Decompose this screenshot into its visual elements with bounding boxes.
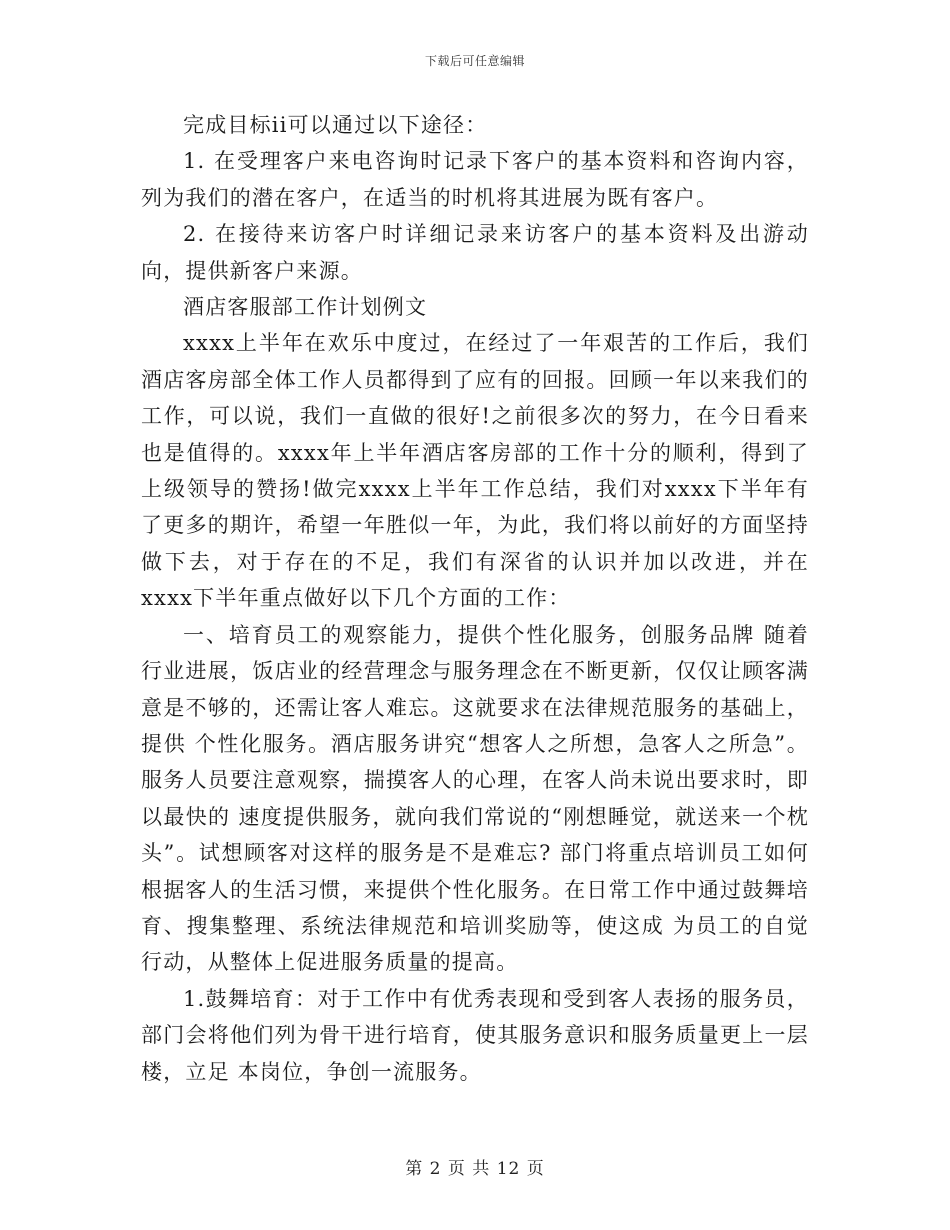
section-title: 酒店客服部工作计划例文 (183, 295, 428, 320)
paragraph-item-2: 2. 在接待来访客户时详细记录来访客户的基本资料及出游动向，提供新客户来源。 (141, 222, 809, 283)
paragraph-item-1: 1. 在受理客户来电咨询时记录下客户的基本资料和咨询内容，列为我们的潜在客户，在适当的时机将其进展为既有客户。 (141, 149, 809, 210)
paragraph-section-one: 一、培育员工的观察能力，提供个性化服务，创服务品牌 随着行业进展，饭店业的经营理念与服务理念在不断更新，仅仅让顾客满意是不够的，还需让客人难忘。这就要求在法律规范服务的基础上，提供 个性化服务。酒店服务讲究“想客人之所想，急客人之所急”。服务人员要注意观察，揣摸客人的心理，在客人尚未说出要求时，即以最快的 速度提供服务，就向我们常说的“刚想睡觉，就送来一个枕头”。试想顾客对这样的服务是不是难忘? 部门将重点培训员工如何根据客人的生活习惯，来提供个性化服务。在日常工作中通过鼓舞培育、搜集整理、系统法律规范和培训奖励等，使这成 为员工的自觉行动，从整体上促进服务质量的提高。 (141, 622, 809, 975)
document-body (141, 107, 809, 1090)
paragraph-intro: 完成目标ii可以通过以下途径： (183, 113, 488, 137)
paragraph-summary: xxxx上半年在欢乐中度过，在经过了一年艰苦的工作后，我们酒店客房部全体工作人员都得到了应有的回报。回顾一年以来我们的工作，可以说，我们一直做的很好!之前很多次的努力，在今日看来也是值得的。xxxx年上半年酒店客房部的工作十分的顺利，得到了上级领导的赞扬!做完xxxx上半年工作总结，我们对xxxx下半年有了更多的期许，希望一年胜似一年，为此，我们将以前好的方面坚持做下去，对于存在的不足，我们有深省的认识并加以改进，并在xxxx下半年重点做好以下几个方面的工作： (141, 331, 809, 611)
page-header: 下载后可任意编辑 (424, 54, 525, 68)
paragraph-encourage-training: 1.鼓舞培育：对于工作中有优秀表现和受到客人表扬的服务员，部门会将他们列为骨干进行培育，使其服务意识和服务质量更上一层楼，立足 本岗位，争创一流服务。 (141, 986, 809, 1084)
page-footer: 第 2 页 共 12 页 (405, 1159, 545, 1179)
